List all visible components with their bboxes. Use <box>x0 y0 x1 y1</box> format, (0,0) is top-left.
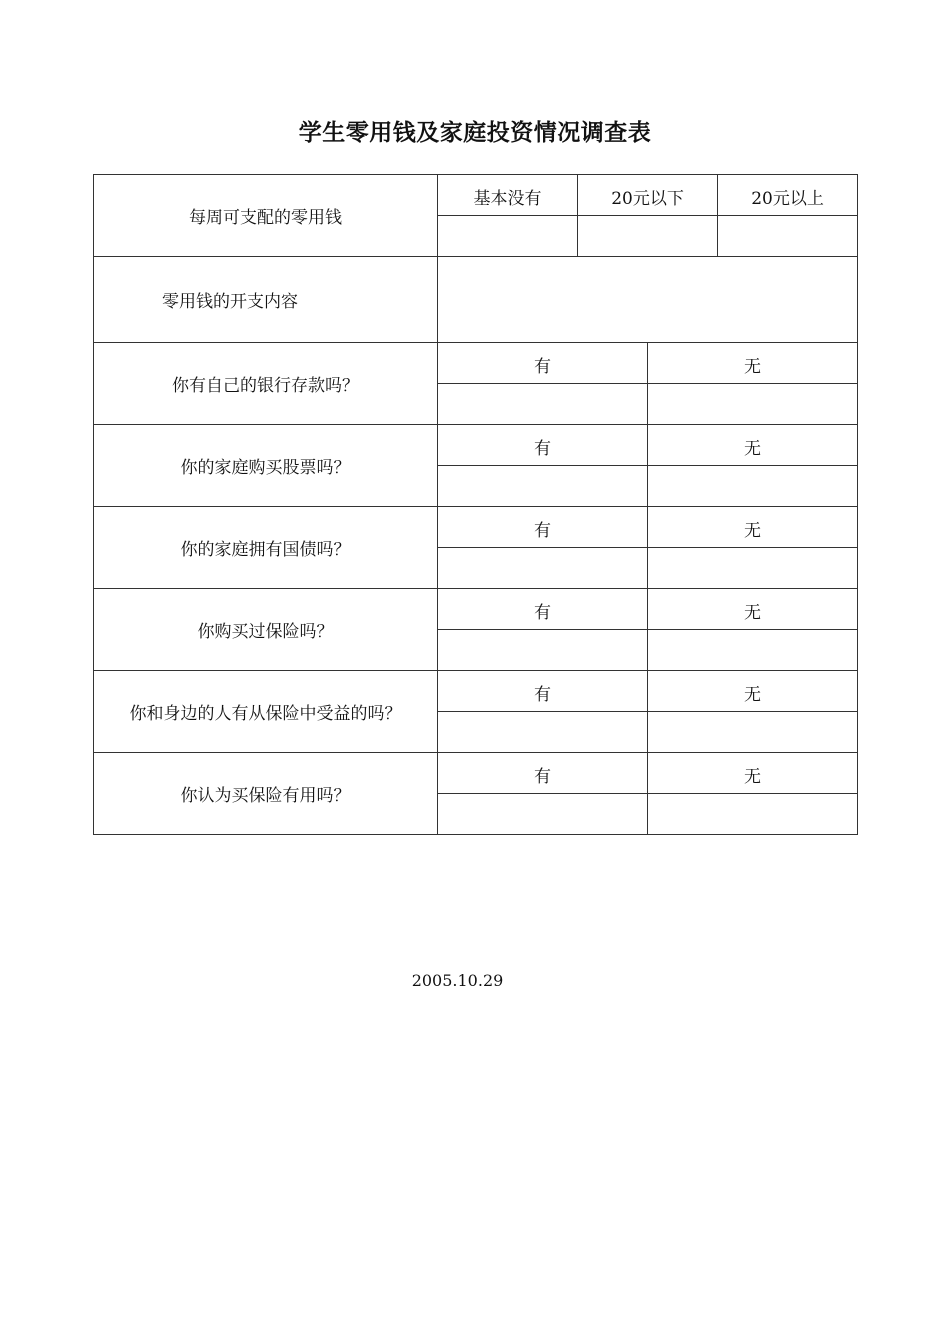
question-row <box>94 753 858 794</box>
question-label: 你购买过保险吗？ <box>94 589 438 671</box>
no-answer-cell[interactable] <box>648 630 858 671</box>
question-row <box>94 507 858 548</box>
no-label: 无 <box>648 589 858 630</box>
yes-label: 有 <box>438 507 648 548</box>
yes-answer-cell[interactable] <box>438 384 648 425</box>
yes-label: 有 <box>438 425 648 466</box>
document-title: 学生零用钱及家庭投资情况调查表 <box>298 119 652 146</box>
yes-answer-cell[interactable] <box>438 630 648 671</box>
question-label: 你的家庭购买股票吗？ <box>94 425 438 507</box>
yes-label: 有 <box>438 589 648 630</box>
question-row <box>94 425 858 466</box>
question-label: 你认为买保险有用吗？ <box>94 753 438 835</box>
yes-answer-cell[interactable] <box>438 548 648 589</box>
question-row <box>94 671 858 712</box>
allowance-option-under-20: 20元以下 <box>578 175 718 216</box>
spending-question: 零用钱的开支内容 <box>94 257 438 343</box>
no-label: 无 <box>648 343 858 384</box>
allowance-answer-cell[interactable] <box>578 216 718 257</box>
no-answer-cell[interactable] <box>648 712 858 753</box>
yes-answer-cell[interactable] <box>438 466 648 507</box>
no-answer-cell[interactable] <box>648 548 858 589</box>
no-label: 无 <box>648 671 858 712</box>
allowance-answer-cell[interactable] <box>718 216 858 257</box>
document-date: 2005.10.29 <box>411 971 504 990</box>
allowance-question: 每周可支配的零用钱 <box>94 175 438 257</box>
question-row <box>94 589 858 630</box>
no-answer-cell[interactable] <box>648 794 858 835</box>
allowance-option-over-20: 20元以上 <box>718 175 858 216</box>
question-row <box>94 343 858 384</box>
yes-label: 有 <box>438 671 648 712</box>
no-answer-cell[interactable] <box>648 466 858 507</box>
spending-row <box>94 257 858 343</box>
no-label: 无 <box>648 507 858 548</box>
allowance-row-header <box>94 175 858 216</box>
question-label: 你的家庭拥有国债吗？ <box>94 507 438 589</box>
question-label: 你有自己的银行存款吗？ <box>94 343 438 425</box>
spending-answer-cell[interactable] <box>438 257 858 343</box>
allowance-option-none: 基本没有 <box>438 175 578 216</box>
yes-label: 有 <box>438 343 648 384</box>
yes-label: 有 <box>438 753 648 794</box>
no-label: 无 <box>648 753 858 794</box>
yes-answer-cell[interactable] <box>438 794 648 835</box>
yes-answer-cell[interactable] <box>438 712 648 753</box>
allowance-answer-cell[interactable] <box>438 216 578 257</box>
no-label: 无 <box>648 425 858 466</box>
survey-table <box>93 174 858 835</box>
no-answer-cell[interactable] <box>648 384 858 425</box>
question-label: 你和身边的人有从保险中受益的吗？ <box>94 671 438 753</box>
